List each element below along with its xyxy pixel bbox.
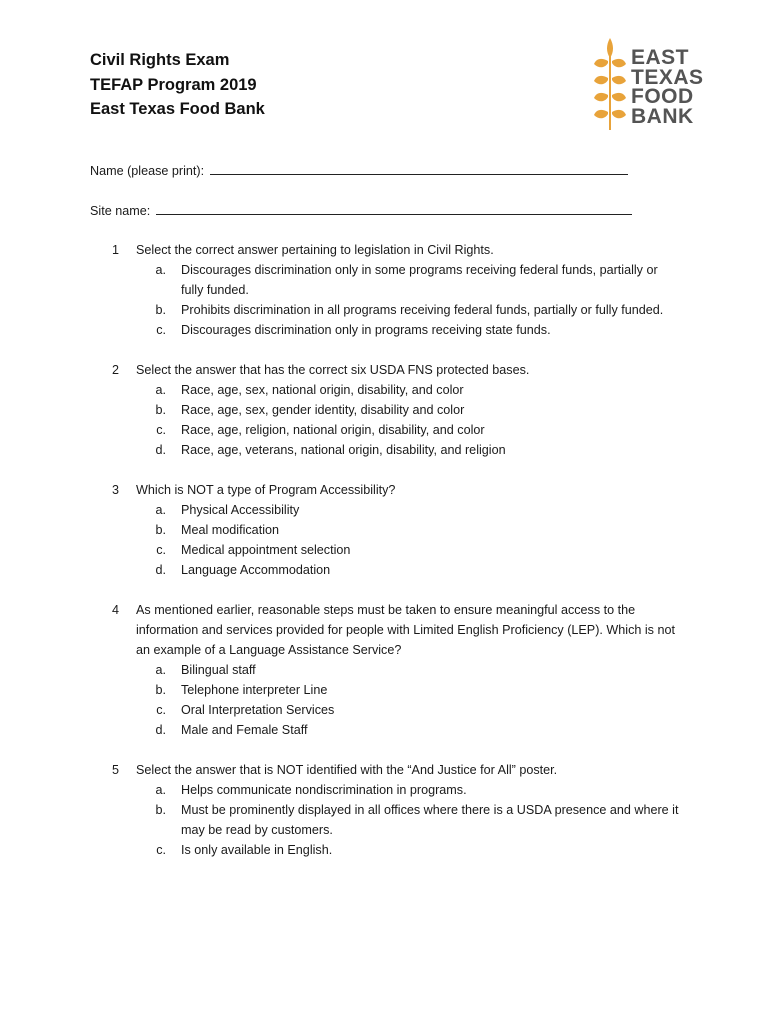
option-text: Race, age, sex, gender identity, disability and color xyxy=(181,403,465,417)
logo-word-food: FOOD xyxy=(631,85,694,108)
question-text: Select the answer that has the correct six USDA FNS protected bases. xyxy=(136,363,530,377)
option-text: Oral Interpretation Services xyxy=(181,703,335,717)
option-text: Physical Accessibility xyxy=(181,503,300,517)
option-text: Bilingual staff xyxy=(181,663,256,677)
option-text: Telephone interpreter Line xyxy=(181,683,328,697)
question-number: 1 xyxy=(112,243,120,257)
option-text: Race, age, veterans, national origin, disability, and religion xyxy=(181,443,506,457)
option-letter: c. xyxy=(156,703,166,717)
logo-word-east: EAST xyxy=(631,46,690,69)
option-letter: b. xyxy=(155,803,166,817)
option-letter: d. xyxy=(155,443,166,457)
option-text: Male and Female Staff xyxy=(181,723,308,737)
option-letter: a. xyxy=(155,663,166,677)
option-text: Is only available in English. xyxy=(181,843,333,857)
option-letter: a. xyxy=(155,783,166,797)
name-input-line[interactable] xyxy=(210,162,628,175)
wheat-icon xyxy=(593,36,627,132)
question-number: 4 xyxy=(112,603,120,617)
option-letter: c. xyxy=(156,843,166,857)
option-letter: b. xyxy=(155,683,166,697)
option-text: Race, age, religion, national origin, disability, and color xyxy=(181,423,485,437)
east-texas-food-bank-logo xyxy=(593,36,723,132)
site-field-label: Site name: xyxy=(90,204,151,218)
logo-word-texas: TEXAS xyxy=(631,65,704,89)
option-letter: c. xyxy=(156,423,166,437)
site-input-line[interactable] xyxy=(156,202,632,215)
site-field[interactable] xyxy=(90,202,632,218)
organization-title: East Texas Food Bank xyxy=(90,100,265,118)
document-header xyxy=(90,48,265,122)
question-text: Which is NOT a type of Program Accessibility? xyxy=(136,483,396,497)
option-letter: b. xyxy=(155,403,166,417)
program-title: TEFAP Program 2019 xyxy=(90,75,257,94)
logo-word-bank: BANK xyxy=(631,104,694,128)
option-text: Prohibits discrimination in all programs receiving federal funds, partially or fully funded. xyxy=(181,303,664,317)
option-text: Helps communicate nondiscrimination in programs. xyxy=(181,783,467,797)
name-field-label: Name (please print): xyxy=(90,164,205,178)
option-letter: d. xyxy=(155,723,166,737)
option-text: Medical appointment selection xyxy=(181,543,351,557)
option-text: Language Accommodation xyxy=(181,563,331,577)
option-text: Discourages discrimination only in programs receiving state funds. xyxy=(181,323,551,337)
option-letter: c. xyxy=(156,323,166,337)
option-text: Discourages discrimination only in some programs receiving federal funds, partially or fully funded. xyxy=(181,263,658,297)
question-text: Select the correct answer pertaining to legislation in Civil Rights. xyxy=(136,243,494,257)
option-letter: c. xyxy=(156,543,166,557)
option-text: Race, age, sex, national origin, disability, and color xyxy=(181,383,464,397)
option-text: Meal modification xyxy=(181,523,279,537)
document-title: Civil Rights Exam xyxy=(90,51,230,69)
option-letter: b. xyxy=(155,303,166,317)
question-text: Select the answer that is NOT identified with the “And Justice for All” poster. xyxy=(136,763,558,777)
question-number: 5 xyxy=(112,763,120,777)
option-letter: a. xyxy=(155,503,166,517)
logo-wordmark xyxy=(631,48,704,126)
question-text: As mentioned earlier, reasonable steps must be taken to ensure meaningful access to the information and services provided for people with Limited English Proficiency (LEP). Which is not an example of a Language Assistance Service? xyxy=(136,603,675,657)
name-field[interactable] xyxy=(90,162,628,178)
option-text: Must be prominently displayed in all offices where there is a USDA presence and where it may be read by customers. xyxy=(181,803,679,837)
option-letter: d. xyxy=(155,563,166,577)
question-number: 2 xyxy=(112,363,120,377)
option-letter: b. xyxy=(155,523,166,537)
option-letter: a. xyxy=(155,263,166,277)
question-number: 3 xyxy=(112,483,120,497)
option-letter: a. xyxy=(155,383,166,397)
